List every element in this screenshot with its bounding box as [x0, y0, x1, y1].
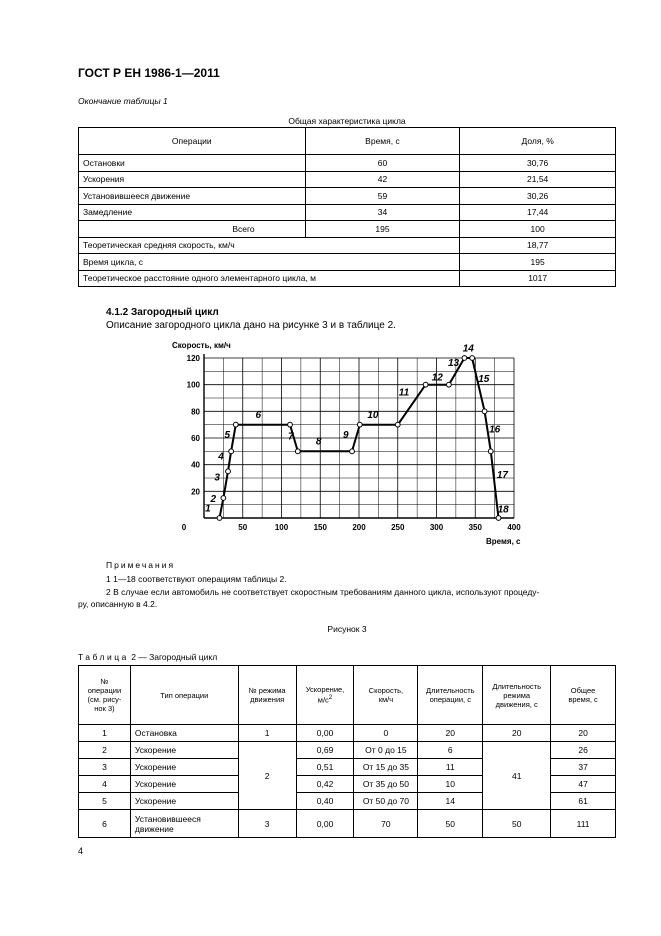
- header-line: Общее: [570, 686, 596, 695]
- operation-number-label: 15: [478, 374, 490, 385]
- column-header: Доля, %: [460, 128, 616, 155]
- header-line: км/ч: [378, 695, 394, 704]
- num-cell: 3: [79, 759, 131, 776]
- table-header-row: [79, 666, 616, 725]
- total-time-cell: 20: [551, 725, 616, 742]
- table-row: [79, 188, 616, 205]
- speed-cell: 70: [354, 810, 418, 838]
- table2-title-prefix: Таблица: [78, 652, 129, 662]
- operation-number-label: 3: [214, 472, 220, 484]
- operation-number-labels: [205, 343, 509, 515]
- duration-cell: 20: [418, 725, 483, 742]
- operation-point: [229, 449, 234, 454]
- x-tick-label: 50: [238, 523, 248, 532]
- summary-value: 18,77: [460, 237, 616, 254]
- y-tick-labels: [187, 354, 201, 496]
- num-cell: 1: [79, 725, 131, 742]
- x-tick-label: 300: [429, 523, 444, 532]
- column-header: [418, 666, 483, 725]
- operation-cell: Установившееся движение: [79, 188, 306, 205]
- operation-point: [447, 382, 452, 387]
- y-tick-label: 100: [186, 380, 200, 390]
- operation-point: [482, 409, 487, 414]
- operation-number-label: 11: [398, 387, 410, 399]
- operation-number-label: 6: [255, 410, 262, 421]
- table-total-row: [79, 221, 616, 238]
- section-heading: 4.1.2 Загородный цикл: [106, 307, 219, 318]
- column-header: Операции: [79, 128, 306, 155]
- table2-title: [78, 652, 217, 662]
- operation-number-label: 1: [205, 503, 211, 515]
- column-header: Время, с: [305, 128, 460, 155]
- accel-cell: 0,69: [296, 742, 354, 759]
- operation-point: [423, 382, 428, 387]
- mode-duration-cell: 50: [483, 810, 551, 838]
- summary-row: [79, 254, 616, 271]
- header-line: нок 3): [94, 704, 115, 713]
- summary-row: [79, 237, 616, 254]
- operation-number-label: 10: [367, 410, 379, 421]
- figure-caption: Рисунок 3: [327, 624, 367, 634]
- operation-number-label: 7: [288, 431, 294, 443]
- header-line: Ускорение,: [305, 685, 345, 695]
- operation-point: [350, 449, 355, 454]
- y-tick-label: 120: [186, 354, 200, 363]
- operation-cell: Замедление: [79, 204, 306, 221]
- column-header: [79, 666, 131, 725]
- accel-cell: 0,51: [296, 759, 354, 776]
- operation-number-label: 14: [462, 343, 474, 355]
- total-label: Всего: [79, 221, 306, 238]
- header-line: движения: [250, 695, 285, 704]
- mode-cell: 2: [238, 742, 296, 810]
- share-cell: 100: [460, 221, 616, 238]
- x-tick-labels: [182, 523, 521, 532]
- num-cell: 4: [79, 776, 131, 793]
- note-item: ру, описанную в 4.2.: [78, 599, 158, 609]
- accel-cell: 0,40: [296, 793, 354, 810]
- time-cell: 34: [305, 204, 460, 221]
- unit-exponent: 2: [328, 694, 333, 702]
- table-row: [79, 204, 616, 221]
- operation-point: [217, 516, 222, 521]
- table-header-row: [79, 128, 616, 155]
- table-row: [79, 725, 616, 742]
- operation-point: [357, 422, 362, 427]
- table-row: [79, 810, 616, 838]
- header-line: режима: [503, 690, 531, 700]
- share-cell: 30,26: [460, 188, 616, 205]
- summary-value: 1017: [460, 270, 616, 287]
- operation-number-label: 12: [431, 372, 443, 384]
- operation-number-label: 16: [489, 424, 501, 436]
- num-cell: 2: [79, 742, 131, 759]
- header-line: № режима: [248, 686, 286, 695]
- time-cell: 195: [305, 221, 460, 238]
- speed-cell: 0: [354, 725, 418, 742]
- header-line: №: [100, 677, 109, 686]
- duration-cell: 14: [418, 793, 483, 810]
- operation-point: [470, 356, 475, 361]
- operation-number-label: 2: [210, 494, 217, 505]
- y-axis-label: Скорость, км/ч: [172, 341, 231, 350]
- duration-cell: 10: [418, 776, 483, 793]
- type-cell: Ускорение: [130, 759, 238, 776]
- column-header: [238, 666, 296, 725]
- column-header: [551, 666, 616, 725]
- accel-cell: 0,00: [296, 810, 354, 838]
- operation-number-label: 5: [224, 430, 231, 441]
- y-tick-label: 20: [191, 487, 200, 497]
- operation-number-label: 13: [447, 358, 460, 369]
- type-cell: [130, 810, 238, 838]
- total-time-cell: 61: [551, 793, 616, 810]
- speed-cell: От 35 до 50: [354, 776, 418, 793]
- type-cell: Остановка: [130, 725, 238, 742]
- operation-point: [488, 449, 493, 454]
- type-line: движение: [134, 823, 174, 834]
- extra-urban-cycle-table: [78, 665, 616, 838]
- table1-caption: Общая характеристика цикла: [288, 116, 406, 126]
- mode-duration-cell: 20: [483, 725, 551, 742]
- operation-point: [462, 356, 467, 361]
- summary-label: Теоретическая средняя скорость, км/ч: [79, 237, 460, 254]
- mode-cell: 3: [238, 810, 296, 838]
- operation-cell: Ускорения: [79, 171, 306, 188]
- time-cell: 42: [305, 171, 460, 188]
- x-tick-label: 350: [468, 523, 482, 532]
- table-continuation-label: Окончание таблицы 1: [78, 96, 168, 106]
- column-header: [296, 666, 354, 725]
- operation-point: [226, 469, 231, 474]
- total-time-cell: 26: [551, 742, 616, 759]
- duration-cell: 6: [418, 742, 483, 759]
- header-line: Скорость,: [368, 686, 404, 695]
- speed-cell: От 0 до 15: [354, 742, 418, 759]
- x-tick-label: 100: [274, 523, 289, 532]
- accel-cell: 0,42: [296, 776, 354, 793]
- summary-row: [79, 270, 616, 287]
- table-row: [79, 155, 616, 172]
- x-tick-label: 250: [391, 523, 405, 532]
- header-line: время, с: [568, 695, 598, 704]
- table-row: [79, 742, 616, 759]
- num-cell: 6: [79, 810, 131, 838]
- y-tick-label: 60: [191, 434, 200, 443]
- note-item: 2 В случае если автомобиль не соответствует скоростным требованиям данного цикла, используют процеду-: [106, 587, 540, 597]
- time-cell: 59: [305, 188, 460, 205]
- speed-cell: От 50 до 70: [354, 793, 418, 810]
- share-cell: 21,54: [460, 171, 616, 188]
- total-time-cell: 111: [551, 810, 616, 838]
- operation-point: [395, 422, 400, 427]
- total-time-cell: 47: [551, 776, 616, 793]
- y-tick-label: 80: [191, 407, 200, 417]
- summary-label: Время цикла, с: [79, 254, 460, 271]
- duration-cell: 11: [418, 759, 483, 776]
- page-number: 4: [78, 846, 84, 856]
- header-line: операции, с: [429, 695, 471, 704]
- x-tick-label: 200: [352, 523, 366, 532]
- speed-cell: От 15 до 35: [354, 759, 418, 776]
- num-cell: 5: [79, 793, 131, 810]
- x-tick-label: 150: [313, 523, 327, 532]
- chart-grid: [204, 358, 514, 518]
- extra-urban-cycle-chart: [170, 338, 540, 548]
- operation-number-label: 8: [315, 436, 322, 448]
- document-header: ГОСТ Р ЕН 1986-1—2011: [78, 66, 220, 80]
- header-line: Длительность: [492, 681, 541, 691]
- table2-title-rest: 2 — Загородный цикл: [131, 652, 218, 662]
- operation-point: [295, 449, 300, 454]
- operation-cell: Остановки: [79, 155, 306, 172]
- operation-number-label: 17: [496, 470, 508, 481]
- operation-number-label: 18: [497, 504, 509, 516]
- operation-number-label: 9: [343, 430, 349, 441]
- total-time-cell: 37: [551, 759, 616, 776]
- accel-cell: 0,00: [296, 725, 354, 742]
- duration-cell: 50: [418, 810, 483, 838]
- operation-point: [496, 516, 501, 521]
- summary-value: 195: [460, 254, 616, 271]
- table-row: [79, 171, 616, 188]
- notes-heading: Примечания: [106, 560, 176, 570]
- x-tick-label: 400: [507, 523, 521, 532]
- column-header: Тип операции: [130, 666, 238, 725]
- cycle-summary-table: [78, 127, 616, 287]
- mode-cell: 1: [238, 725, 296, 742]
- share-cell: 30,76: [460, 155, 616, 172]
- mode-duration-cell: 41: [483, 742, 551, 810]
- header-line: [299, 694, 352, 705]
- unit: м/с: [317, 695, 329, 705]
- column-header: [483, 666, 551, 725]
- operation-point: [233, 422, 238, 427]
- note-item: 1 1—18 соответствуют операциям таблицы 2.: [106, 574, 287, 584]
- section-text: Описание загородного цикла дано на рисунке 3 и в таблице 2.: [106, 320, 396, 331]
- x-axis-label: Время, с: [486, 537, 521, 546]
- type-cell: Ускорение: [130, 776, 238, 793]
- header-line: Длительность: [425, 686, 475, 695]
- header-line: (см. рису-: [87, 695, 122, 704]
- operation-point: [221, 496, 226, 501]
- summary-label: Теоретическое расстояние одного элементарного цикла, м: [79, 270, 460, 287]
- type-cell: Ускорение: [130, 793, 238, 810]
- type-line: Установившееся: [134, 813, 201, 824]
- operation-point: [288, 422, 293, 427]
- header-line: операции: [87, 686, 122, 695]
- share-cell: 17,44: [460, 204, 616, 221]
- column-header: [354, 666, 418, 725]
- x-tick-label: 0: [181, 523, 187, 532]
- header-line: движения, с: [495, 699, 538, 709]
- y-tick-label: 40: [191, 460, 200, 470]
- type-cell: Ускорение: [130, 742, 238, 759]
- time-cell: 60: [305, 155, 460, 172]
- operation-number-label: 4: [218, 451, 224, 463]
